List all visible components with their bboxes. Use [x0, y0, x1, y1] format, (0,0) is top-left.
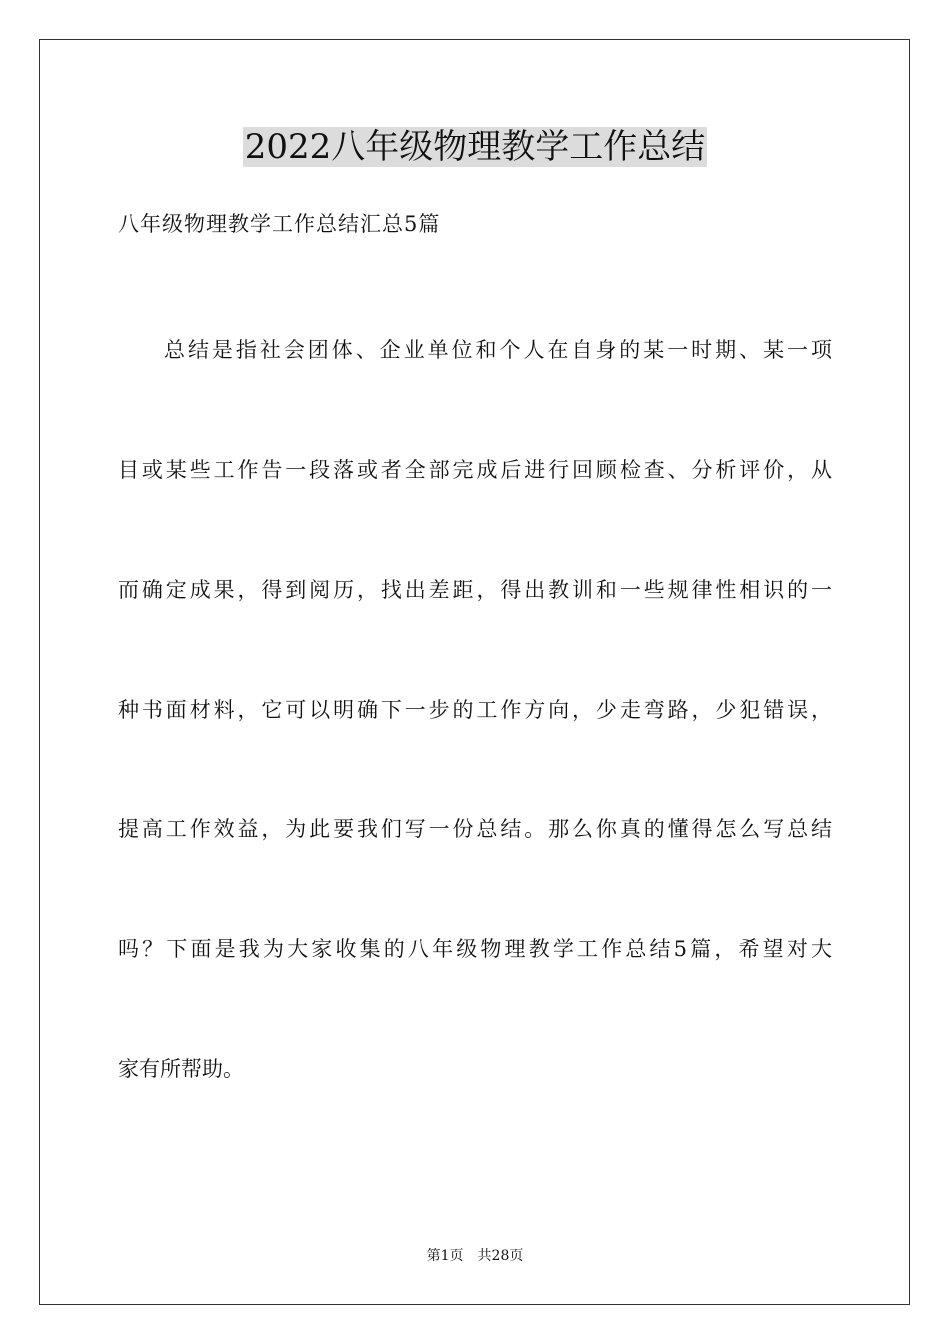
page-total: 共28页	[477, 1248, 524, 1264]
body-line-5: 提高工作效益，为此要我们写一份总结。那么你真的懂得怎么写总结	[118, 817, 832, 841]
body-line-2: 目或某些工作告一段落或者全部完成后进行回顾检查、分析评价，从	[118, 458, 832, 482]
body-line-6: 吗？下面是我为大家收集的八年级物理教学工作总结5篇，希望对大	[118, 937, 832, 961]
page-number: 第1页	[426, 1248, 464, 1264]
body-line-1: 总结是指社会团体、企业单位和个人在自身的某一时期、某一项	[164, 338, 832, 362]
body-line-3: 而确定成果，得到阅历，找出差距，得出教训和一些规律性相识的一	[118, 578, 832, 602]
document-title	[0, 122, 950, 172]
document-title-text: 2022八年级物理教学工作总结	[244, 127, 706, 167]
body-line-7: 家有所帮助。	[118, 1057, 244, 1081]
page-footer	[0, 1246, 950, 1266]
body-line-4: 种书面材料，它可以明确下一步的工作方向，少走弯路，少犯错误，	[118, 698, 832, 722]
document-subtitle: 八年级物理教学工作总结汇总5篇	[118, 212, 441, 236]
